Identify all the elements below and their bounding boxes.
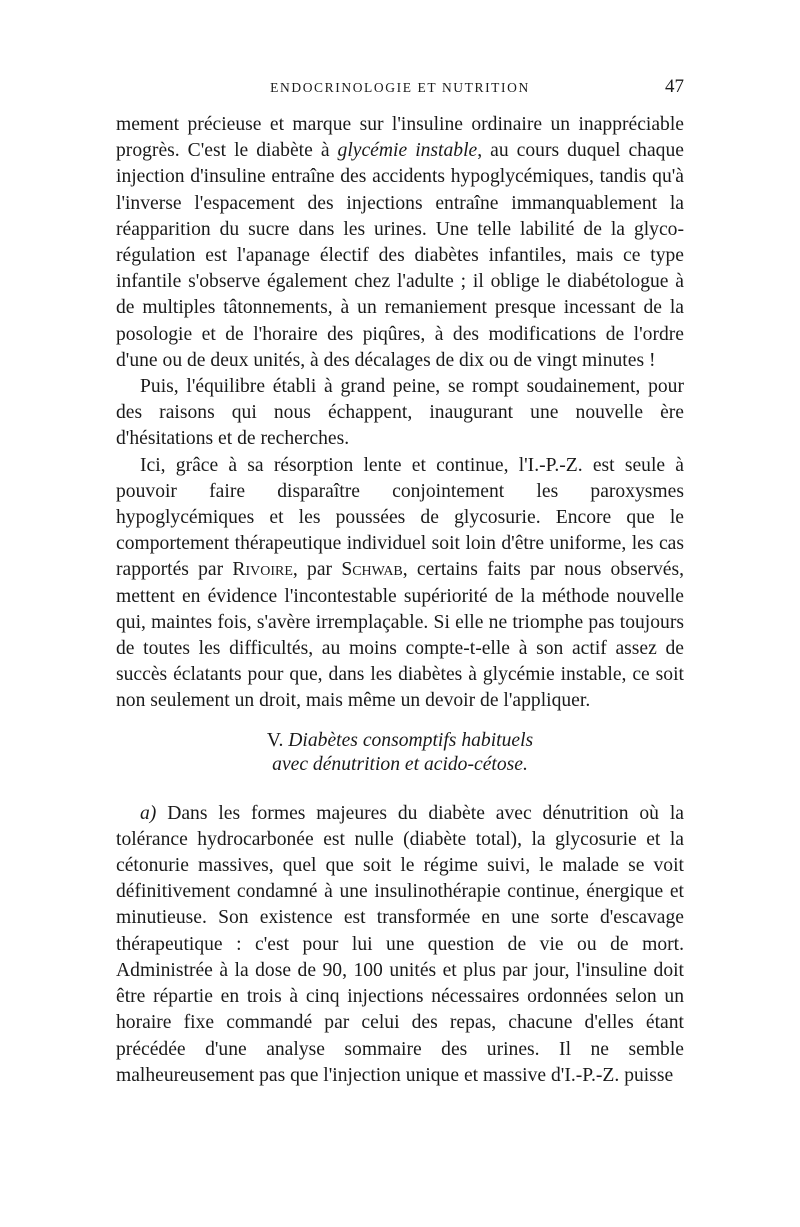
running-title: ENDOCRINOLOGIE ET NUTRITION (270, 80, 530, 95)
author-name-schwab: Schwab (341, 559, 403, 581)
author-name-rivoire: Rivoire (232, 559, 293, 581)
item-label: a) (140, 802, 157, 824)
section-title-line-1: Diabètes consomptifs habituels (288, 729, 534, 751)
running-header (116, 76, 684, 102)
paragraph-2: Puis, l'équilibre établi à grand peine, se rompt soudainement, pour des raisons qui nous échappent, inaugurant une nouvelle ère d'hésitations et de recherches. (116, 376, 684, 450)
paragraph-3: Ici, grâce à sa résorption lente et continue, l'I.-P.-Z. est seule à pouvoir faire disparaître conjointement les paroxysmes hypoglycémiques et les poussées de glycosurie. Encore que le comportement thérapeutique individuel soit loin d'être uniforme, les cas rapportés par Rivoire, par Schwab, certains faits par nous observés, mettent en évidence l'incontestable supériorité de la méthode nouvelle qui, maintes fois, s'avère irremplaçable. Si elle ne triomphe pas toujours de toutes les difficultés, au moins compte-t-elle à son actif assez de succès éclatants pour que, dans les diabètes à glycémie instable, ce soit non seulement un droit, mais même un devoir de l'appliquer. (116, 454, 685, 712)
paragraph-4: a) Dans les formes majeures du diabète avec dénutrition où la tolérance hydrocarbonée est nulle (diabète total), la glycosurie et la cétonurie massives, quel que soit le régime suivi, le malade se voit définitivement condamné à une insulinothérapie continue, énergique et minutieuse. Son existence est transformée en une sorte d'escavage thérapeutique : c'est pour lui une question de vie ou de mort. Administrée à la dose de 90, 100 unités et plus par jour, l'insuline doit être répartie en trois à cinq injections nécessaires ordonnées selon un horaire fixe commandé par celui des repas, chacune d'elles étant précédée d'une analyse sommaire des urines. Il ne semble malheureusement pas que l'injection unique et massive d'I.-P.-Z. puisse (116, 802, 684, 1086)
page-number: 47 (665, 76, 684, 97)
emphasis-glycemie-instable: glycémie instable (337, 140, 478, 162)
paragraph-1: mement précieuse et marque sur l'insuline ordinaire un inappréciable progrès. C'est le diabète à glycémie instable, au cours duquel chaque injection d'insuline entraîne des accidents hypoglycémiques, tandis qu'à l'inverse l'espacement des injections entraîne immanquablement la réapparition du sucre dans les urines. Une telle labilité de la glyco-régulation est l'apanage électif des diabètes infantiles, mais ce type infantile s'observe également chez l'adulte ; il oblige le diabétologue à de multiples tâtonnements, à un remaniement presque incessant de la posologie et de l'horaire des piqûres, à des modifications de l'ordre d'une ou de deux unités, à des décalages de dix ou de vingt minutes ! (116, 114, 684, 371)
section-title-line-2: avec dénutrition et acido-cétose. (272, 753, 528, 775)
section-heading (116, 729, 684, 777)
section-number: V. (266, 729, 284, 751)
body-text (116, 112, 684, 1089)
